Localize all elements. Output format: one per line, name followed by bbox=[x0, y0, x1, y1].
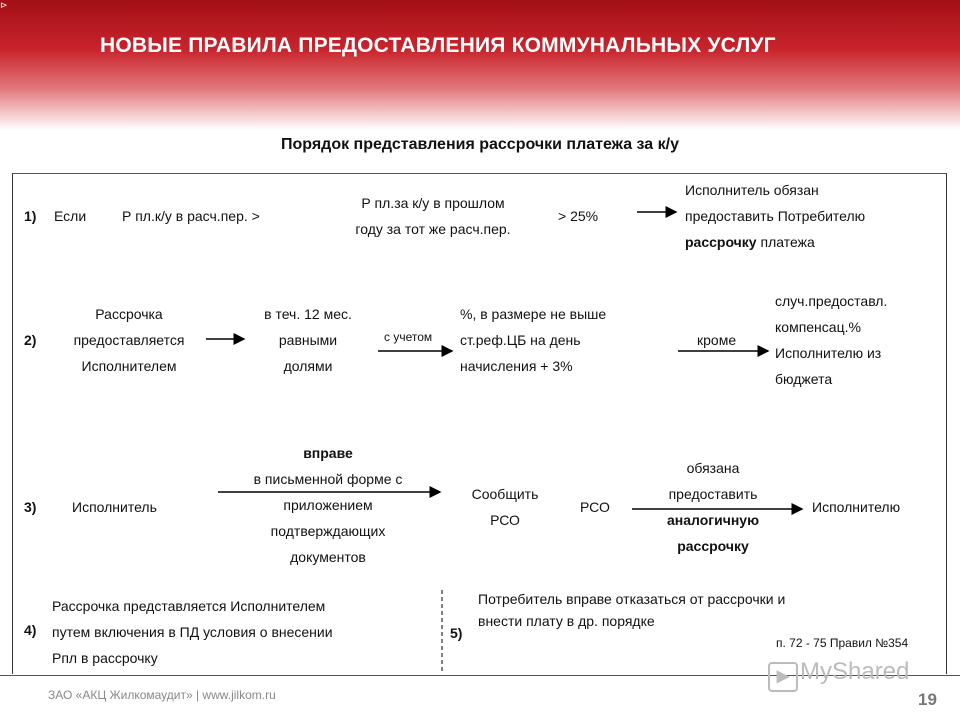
row2-except: кроме bbox=[697, 332, 737, 348]
corner-mark: ⊳ bbox=[0, 0, 8, 10]
row1-percent: > 25% bbox=[558, 208, 599, 224]
row3-written-form: вправе в письменной форме с приложением подтверждающих документов bbox=[253, 445, 403, 565]
page-title: НОВЫЕ ПРАВИЛА ПРЕДОСТАВЛЕНИЯ КОММУНАЛЬНЫХ УСЛУГ bbox=[100, 34, 776, 57]
watermark-text: MyShared bbox=[800, 658, 910, 685]
row4-text: Рассрочка представляется Исполнителем путем включения в ПД условия о внесении Рпл в рассрочку bbox=[52, 598, 333, 666]
row3-rso: РСО bbox=[580, 499, 610, 515]
row3-notify: Сообщить РСО bbox=[471, 486, 539, 528]
row2-number: 2) bbox=[24, 332, 37, 348]
row3-obliged: обязана предоставить аналогичную рассрочку bbox=[666, 460, 760, 554]
rules-reference: п. 72 - 75 Правил №354 bbox=[776, 636, 909, 650]
slide-subtitle: Порядок представления рассрочки платежа за к/у bbox=[281, 136, 679, 153]
row3-executor: Исполнитель bbox=[72, 499, 157, 515]
row2-term: в теч. 12 мес. равными долями bbox=[264, 306, 352, 374]
row2-considering: с учетом bbox=[384, 330, 433, 344]
row1-previous-payment: Р пл.за к/у в прошлом году за тот же расч.пер. bbox=[355, 195, 511, 237]
row2-rate: %, в размере не выше ст.реф.ЦБ на день начисления + 3% bbox=[460, 306, 607, 374]
row3-number: 3) bbox=[24, 499, 37, 515]
row3-target: Исполнителю bbox=[812, 499, 901, 515]
watermark-play-icon: ▶ bbox=[768, 662, 798, 692]
row1-number: 1) bbox=[24, 208, 37, 224]
row5-number: 5) bbox=[450, 625, 463, 641]
footer-company: ЗАО «АКЦ Жилкомаудит» | www.jilkom.ru bbox=[48, 688, 276, 702]
page-number: 19 bbox=[918, 690, 937, 709]
row4-number: 4) bbox=[24, 622, 37, 638]
row1-if: Если bbox=[54, 208, 87, 224]
row1-result: Исполнитель обязан предоставить Потребителю рассрочку платежа bbox=[685, 182, 866, 250]
row2-installment: Рассрочка предоставляется Исполнителем bbox=[73, 306, 185, 374]
row5-text: Потребитель вправе отказаться от рассрочки и внести плату в др. порядке bbox=[478, 591, 786, 629]
row2-exception-case: случ.предоставл. компенсац.% Исполнителю из бюджета bbox=[775, 293, 888, 387]
row1-current-payment: Р пл.к/у в расч.пер. > bbox=[122, 208, 260, 224]
